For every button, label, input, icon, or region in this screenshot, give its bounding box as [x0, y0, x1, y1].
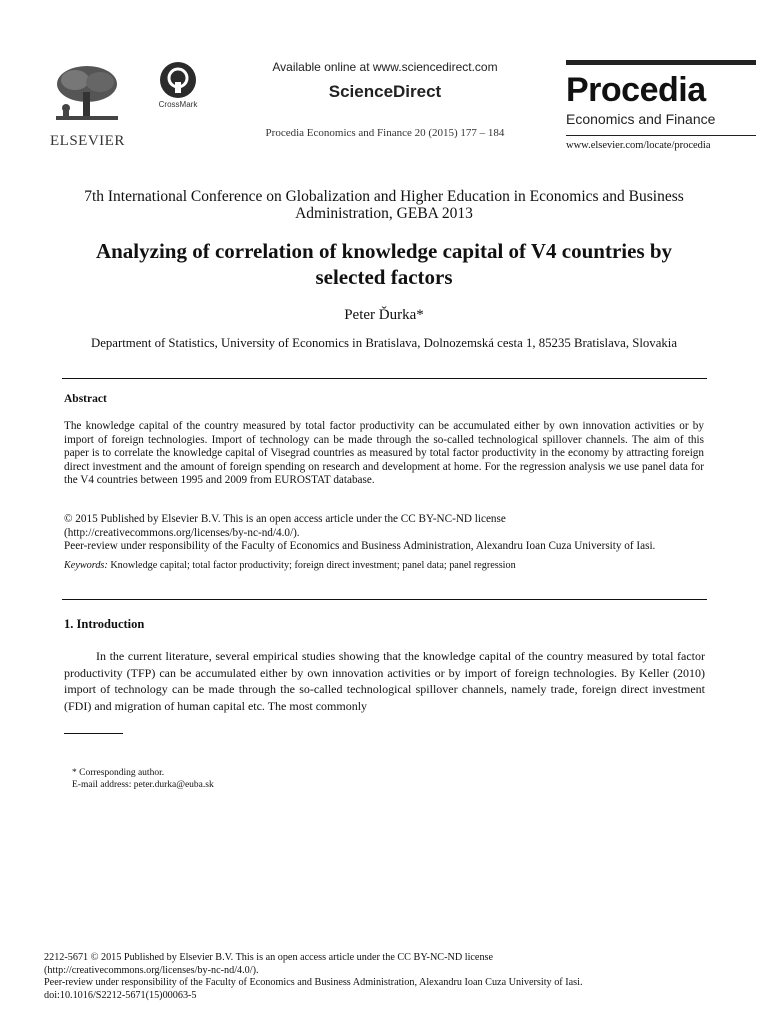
conference-line-2: Administration, GEBA 2013	[295, 205, 473, 222]
procedia-url-link[interactable]: www.elsevier.com/locate/procedia	[566, 140, 711, 151]
corresponding-author-note: * Corresponding author.	[72, 768, 165, 778]
author-name: Peter Ďurka*	[344, 307, 424, 323]
elsevier-wordmark: ELSEVIER	[50, 133, 125, 149]
footer-issn-line: 2212-5671 © 2015 Published by Elsevier B.V. This is an open access article under the CC BY-NC-ND license	[44, 952, 494, 963]
procedia-masthead	[566, 60, 756, 151]
header-center	[200, 60, 570, 139]
abstract-bottom-rule	[62, 599, 707, 600]
elsevier-tree-icon	[50, 62, 124, 126]
author-email[interactable]: E-mail address: peter.durka@euba.sk	[72, 780, 214, 790]
conference-line-1: 7th International Conference on Globalization and Higher Education in Economics and Business	[84, 188, 684, 205]
author-affiliation: Department of Statistics, University of Economics in Bratislava, Dolnozemská cesta 1, 85235 Bratislava, Slovakia	[90, 336, 678, 350]
title-line-2: selected factors	[315, 265, 453, 289]
crossmark-icon	[160, 62, 196, 98]
conference-name	[40, 188, 728, 222]
title-line-1: Analyzing of correlation of knowledge capital of V4 countries by	[95, 239, 673, 263]
paper-title	[40, 238, 728, 290]
abstract-text: The knowledge capital of the country measured by total factor productivity can be accumulated either by own innovation activities or by import of foreign technologies. Import of technology can be made through the so-called technological spillover channels. The aim of this paper is to correlate the knowledge capital of Visegrad countries as measured by total factor productivity in the economy by attracting foreign direct investment and the amount of foreign spending on research and development at home. For the regression analysis we use panel data for the V4 countries between 1995 and 2009 from EUROSTAT database.	[64, 420, 704, 487]
keywords-list: Knowledge capital; total factor productivity; foreign direct investment; panel data; panel regression	[110, 560, 516, 571]
procedia-divider	[566, 135, 756, 136]
available-online-text: Available online at www.sciencedirect.com	[272, 60, 498, 74]
sciencedirect-logo[interactable]: ScienceDirect	[328, 82, 442, 101]
page-footer	[44, 952, 724, 1002]
license-line-1: © 2015 Published by Elsevier B.V. This is an open access article under the CC BY-NC-ND license	[64, 513, 506, 525]
procedia-top-bar	[566, 60, 756, 65]
license-url-link[interactable]: (http://creativecommons.org/licenses/by-nc-nd/4.0/).	[64, 526, 300, 539]
keywords-line	[64, 560, 704, 571]
journal-reference: Procedia Economics and Finance 20 (2015) 177 – 184	[265, 127, 505, 139]
abstract-top-rule	[62, 378, 707, 379]
procedia-title: Procedia	[566, 71, 706, 109]
elsevier-logo	[50, 62, 128, 148]
license-block	[64, 513, 704, 554]
introduction-text: In the current literature, several empirical studies showing that the knowledge capital of the country measured by total factor productivity (TFP) can be accumulated either by own innovation activities or by import of foreign technologies. By Keller (2010) import of technology can be made through the so-called technological spillover channels, namely trade, foreign direct investment (FDI) and migration of human capital etc. The most commonly	[64, 649, 705, 713]
keywords-label: Keywords:	[64, 560, 108, 571]
footnote-rule	[64, 733, 123, 734]
section-heading-introduction: 1. Introduction	[64, 617, 145, 631]
footer-peer-review: Peer-review under responsibility of the Faculty of Economics and Business Administration, Alexandru Ioan Cuza University of Iasi.	[44, 977, 583, 988]
abstract-heading: Abstract	[64, 393, 107, 405]
procedia-subtitle: Economics and Finance	[566, 111, 716, 127]
footer-license-link[interactable]: (http://creativecommons.org/licenses/by-nc-nd/4.0/).	[44, 964, 259, 976]
peer-review-note: Peer-review under responsibility of the Faculty of Economics and Business Administration, Alexandru Ioan Cuza University of Iasi.	[64, 540, 656, 553]
crossmark-badge[interactable]	[152, 62, 204, 109]
crossmark-label: CrossMark	[158, 100, 198, 109]
footnote	[72, 767, 214, 791]
footer-doi[interactable]: doi:10.1016/S2212-5671(15)00063-5	[44, 989, 197, 1001]
